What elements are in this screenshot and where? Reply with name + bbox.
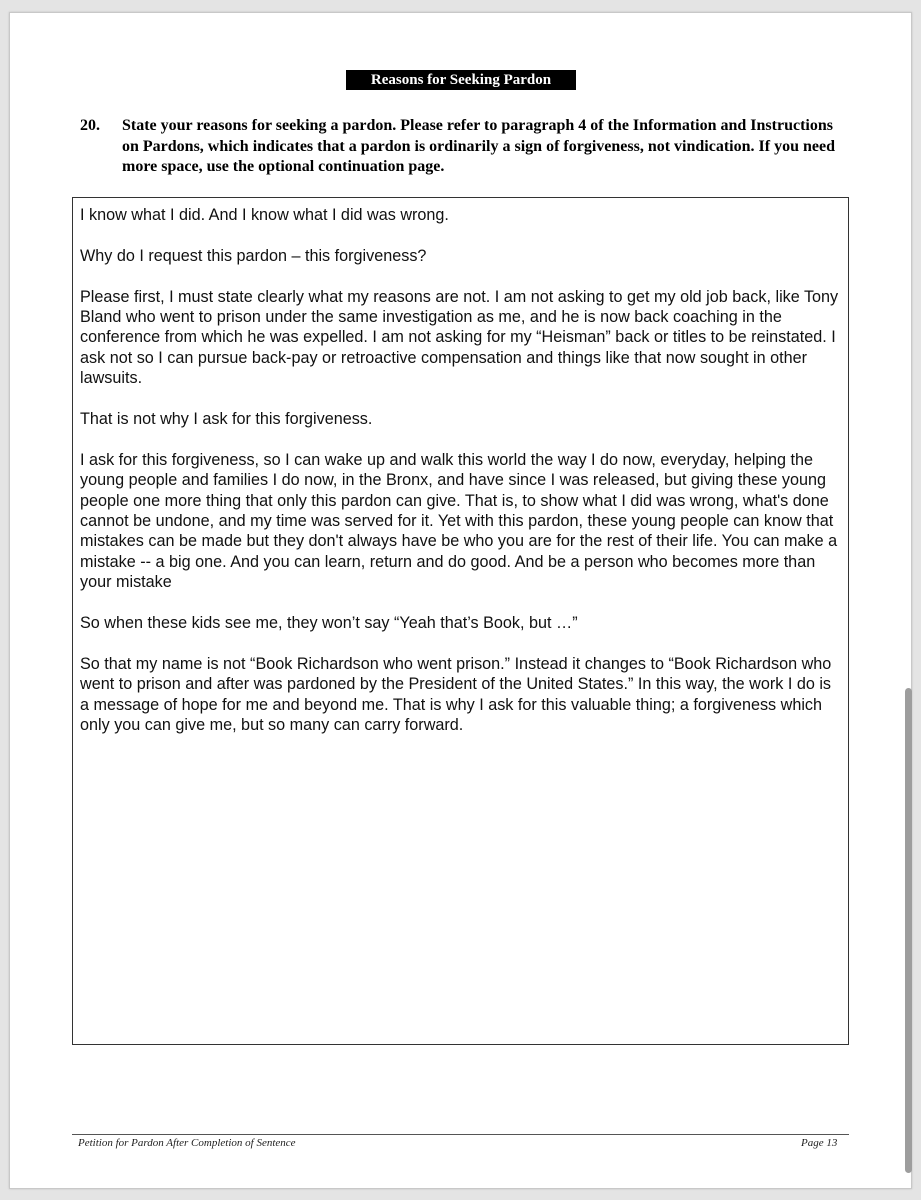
footer-form-title: Petition for Pardon After Completion of Sentence — [78, 1137, 296, 1149]
answer-paragraph: That is not why I ask for this forgiveness. — [80, 410, 373, 429]
footer-divider — [72, 1134, 849, 1135]
question-number: 20. — [80, 117, 100, 134]
answer-paragraph: So when these kids see me, they won’t say “Yeah that’s Book, but …” — [80, 614, 578, 633]
answer-paragraph: I know what I did. And I know what I did was wrong. — [80, 206, 449, 224]
answer-paragraph: So that my name is not “Book Richardson who went prison.” Instead it changes to “Book Richardson who went to prison and after was pardoned by the President of the United States.” In this way, the work I do is a message of hope for me and beyond me. That is why I ask for this valuable thing; a forgiveness which only you can give me, but so many can carry forward. — [80, 654, 832, 735]
answer-paragraph: Why do I request this pardon – this forgiveness? — [80, 246, 427, 265]
footer-page-number: Page 13 — [801, 1137, 838, 1149]
question-text: State your reasons for seeking a pardon. Please refer to paragraph 4 of the Information and Instructions on Pardons, which indicates that a pardon is ordinarily a sign of forgiveness, not vindication. If you need more space, use the optional continuation page. — [122, 117, 835, 175]
answer-paragraph: I ask for this forgiveness, so I can wake up and walk this world the way I do now, everyday, helping the young people and families I do now, in the Bronx, and have since I was released, but giving these young people one more thing that only this pardon can give. That is, to show what I did was wrong, what's done cannot be undone, and my time was served for it. Yet with this pardon, these young people can know that mistakes can be made but they don't always have be who you are for the rest of their life. You can make a mistake -- a big one. And you can learn, return and do good. And be a person who becomes more than your mistake — [80, 450, 838, 592]
answer-text — [80, 205, 844, 756]
answer-paragraph: Please first, I must state clearly what my reasons are not. I am not asking to get my old job back, like Tony Bland who went to prison under the same investigation as me, and he is now back coaching in the conference from which he was expelled. I am not asking for my “Heisman” back or titles to be reinstated. I ask not so I can pursue back-pay or retroactive compensation and things like that now sought in other lawsuits. — [80, 287, 839, 388]
scrollbar-thumb[interactable] — [905, 688, 912, 1173]
section-header: Reasons for Seeking Pardon — [346, 70, 576, 90]
